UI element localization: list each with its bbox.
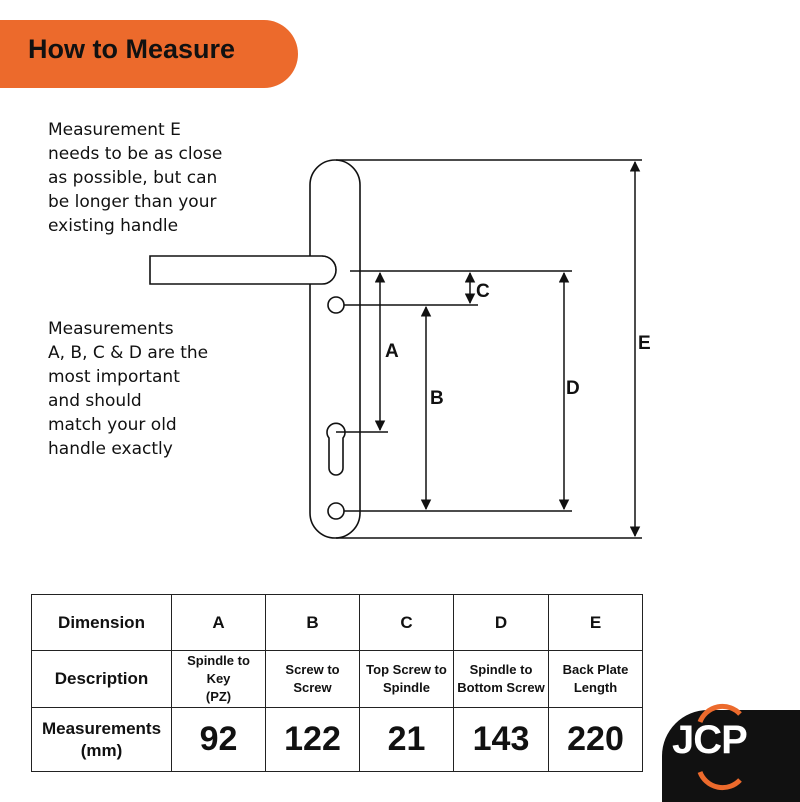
row-header-line: Measurements — [41, 718, 162, 738]
note-line: needs to be as close — [48, 144, 223, 164]
description-line: Back Plate — [562, 662, 629, 677]
description-line: Top Screw to — [366, 662, 447, 677]
note-line: as possible, but can — [48, 168, 218, 188]
page-title: How to Measure — [28, 34, 236, 64]
row-header-description: Description — [32, 651, 172, 708]
label-d: D — [566, 378, 580, 399]
label-c: C — [476, 281, 490, 302]
measurement-value: 143 — [454, 708, 549, 772]
note-line: most important — [48, 367, 180, 387]
dimension-cell: D — [454, 595, 549, 651]
description-line: Spindle — [383, 680, 430, 695]
note-line: and should — [48, 391, 142, 411]
row-header-line: (mm) — [80, 740, 123, 760]
row-header-dimension: Dimension — [32, 595, 172, 651]
description-line: (PZ) — [205, 689, 232, 704]
dimension-cell: A — [172, 595, 266, 651]
description-line: Bottom Screw — [457, 680, 545, 695]
label-a: A — [385, 341, 399, 362]
measurement-value: 220 — [549, 708, 643, 772]
label-b: B — [430, 388, 444, 409]
dimension-cell: C — [360, 595, 454, 651]
label-e: E — [638, 333, 651, 354]
measurement-value: 21 — [360, 708, 454, 772]
note-line: match your old — [48, 415, 177, 435]
description-line: Screw — [293, 680, 332, 695]
dimension-cell: E — [549, 595, 643, 651]
note-line: be longer than your — [48, 192, 217, 212]
measurement-value: 122 — [266, 708, 360, 772]
note-line: Measurements — [48, 319, 174, 339]
note-line: handle exactly — [48, 439, 173, 459]
description-line: Spindle to — [469, 662, 533, 677]
note-line: existing handle — [48, 216, 179, 236]
note-line: Measurement E — [48, 120, 181, 140]
dimension-cell: B — [266, 595, 360, 651]
logo-text: JCP — [672, 718, 747, 762]
note-line: A, B, C & D are the — [48, 343, 209, 363]
description-line: Spindle to Key — [187, 653, 250, 686]
description-line: Screw to — [285, 662, 340, 677]
measurement-value: 92 — [172, 708, 266, 772]
description-line: Length — [573, 680, 618, 695]
